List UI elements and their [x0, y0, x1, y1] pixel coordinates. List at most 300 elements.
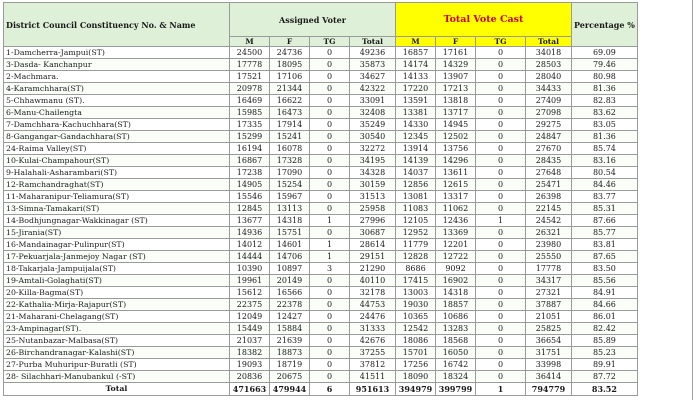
total-assigned-f-cell: 479944 [270, 383, 310, 396]
assigned-tg-cell: 0 [310, 179, 350, 191]
assigned-f-cell: 15751 [270, 227, 310, 239]
assigned-f-cell: 10897 [270, 263, 310, 275]
cast-total-cell: 23980 [526, 239, 572, 251]
assigned-total-cell: 44753 [350, 299, 396, 311]
total-cast-m-cell: 394979 [396, 383, 436, 396]
assigned-f-cell: 13113 [270, 203, 310, 215]
constituency-cell: 6-Manu-Chailengta [4, 107, 230, 119]
percentage-cell: 83.77 [572, 191, 638, 203]
table-row [4, 215, 638, 227]
assigned-tg-cell: 3 [310, 263, 350, 275]
constituency-cell: 2-Machmara. [4, 71, 230, 83]
cast-m-cell: 14133 [396, 71, 436, 83]
constituency-cell: 19-Amtali-Golaghati(ST) [4, 275, 230, 287]
assigned-total-cell: 25958 [350, 203, 396, 215]
cast-tg-cell: 0 [476, 119, 526, 131]
table-row [4, 131, 638, 143]
constituency-cell: 13-Simna-Tamakari(ST) [4, 203, 230, 215]
cast-f-cell: 18324 [436, 371, 476, 383]
assigned-tg-cell: 0 [310, 83, 350, 95]
cast-total-cell: 36654 [526, 335, 572, 347]
table-row [4, 335, 638, 347]
cast-total-cell: 28040 [526, 71, 572, 83]
assigned-total-cell: 21290 [350, 263, 396, 275]
constituency-cell: 4-Karamchhara(ST) [4, 83, 230, 95]
cast-total-cell: 34018 [526, 47, 572, 59]
table-row [4, 251, 638, 263]
percentage-cell: 80.98 [572, 71, 638, 83]
percentage-cell: 82.42 [572, 323, 638, 335]
assigned-m-cell: 15299 [230, 131, 270, 143]
cast-total-cell: 36414 [526, 371, 572, 383]
total-assigned-total-cell: 951613 [350, 383, 396, 396]
cast-m-cell: 12345 [396, 131, 436, 143]
cast-m-cell: 14139 [396, 155, 436, 167]
percentage-cell: 81.36 [572, 83, 638, 95]
table-row [4, 299, 638, 311]
total-vote-cast-header: Total Vote Cast [396, 3, 572, 37]
cast-m-cell: 14330 [396, 119, 436, 131]
table-row [4, 191, 638, 203]
cast-m-header: M [396, 37, 436, 47]
constituency-cell: 8-Gangangar-Gandachhara(ST) [4, 131, 230, 143]
voter-turnout-table [3, 2, 638, 396]
table-row [4, 47, 638, 59]
cast-m-cell: 17256 [396, 359, 436, 371]
percentage-cell: 85.31 [572, 203, 638, 215]
assigned-f-cell: 21639 [270, 335, 310, 347]
cast-total-cell: 17778 [526, 263, 572, 275]
constituency-cell: 21-Maharani-Chelagang(ST) [4, 311, 230, 323]
constituency-cell: 17-Pekuarjala-Janmejoy Nagar (ST) [4, 251, 230, 263]
assigned-total-cell: 32178 [350, 287, 396, 299]
assigned-tg-cell: 0 [310, 299, 350, 311]
assigned-total-cell: 41511 [350, 371, 396, 383]
assigned-m-cell: 17335 [230, 119, 270, 131]
assigned-total-cell: 30687 [350, 227, 396, 239]
assigned-f-cell: 17914 [270, 119, 310, 131]
cast-tg-cell: 0 [476, 131, 526, 143]
cast-total-cell: 31751 [526, 347, 572, 359]
constituency-cell: 18-Takarjala-Jampuijala(ST) [4, 263, 230, 275]
assigned-tg-cell: 0 [310, 107, 350, 119]
cast-f-cell: 12436 [436, 215, 476, 227]
assigned-tg-cell: 0 [310, 323, 350, 335]
assigned-m-cell: 17238 [230, 167, 270, 179]
assigned-f-cell: 16622 [270, 95, 310, 107]
table-row [4, 263, 638, 275]
assigned-f-cell: 17328 [270, 155, 310, 167]
percentage-cell: 85.74 [572, 143, 638, 155]
cast-total-cell: 27670 [526, 143, 572, 155]
assigned-m-cell: 19961 [230, 275, 270, 287]
assigned-total-cell: 37812 [350, 359, 396, 371]
cast-tg-cell: 0 [476, 263, 526, 275]
assigned-total-header: Total [350, 37, 396, 47]
cast-m-cell: 13003 [396, 287, 436, 299]
cast-total-cell: 22145 [526, 203, 572, 215]
percentage-cell: 84.91 [572, 287, 638, 299]
table-row [4, 323, 638, 335]
cast-m-cell: 18090 [396, 371, 436, 383]
assigned-m-cell: 19093 [230, 359, 270, 371]
cast-tg-cell: 0 [476, 47, 526, 59]
assigned-f-cell: 16078 [270, 143, 310, 155]
assigned-f-cell: 18095 [270, 59, 310, 71]
assigned-f-cell: 16566 [270, 287, 310, 299]
percentage-cell: 82.83 [572, 95, 638, 107]
cast-f-cell: 18568 [436, 335, 476, 347]
table-row [4, 95, 638, 107]
assigned-tg-cell: 0 [310, 335, 350, 347]
cast-f-cell: 18857 [436, 299, 476, 311]
page-edge-divider [692, 0, 693, 400]
table-row [4, 71, 638, 83]
assigned-total-cell: 34627 [350, 71, 396, 83]
cast-m-cell: 13914 [396, 143, 436, 155]
percentage-cell: 89.91 [572, 359, 638, 371]
cast-total-cell: 24542 [526, 215, 572, 227]
table-row [4, 371, 638, 383]
assigned-m-cell: 12049 [230, 311, 270, 323]
percentage-cell: 85.89 [572, 335, 638, 347]
table-row [4, 59, 638, 71]
percentage-cell: 83.16 [572, 155, 638, 167]
cast-tg-cell: 0 [476, 167, 526, 179]
cast-tg-cell: 0 [476, 371, 526, 383]
cast-f-cell: 13907 [436, 71, 476, 83]
total-cast-tg-cell: 1 [476, 383, 526, 396]
cast-tg-cell: 0 [476, 95, 526, 107]
assigned-f-cell: 16473 [270, 107, 310, 119]
cast-tg-cell: 0 [476, 59, 526, 71]
cast-f-cell: 17213 [436, 83, 476, 95]
cast-f-cell: 13369 [436, 227, 476, 239]
constituency-cell: 23-Ampinagar(ST). [4, 323, 230, 335]
cast-f-cell: 12201 [436, 239, 476, 251]
cast-m-cell: 14037 [396, 167, 436, 179]
cast-m-cell: 11779 [396, 239, 436, 251]
table-row [4, 287, 638, 299]
assigned-tg-cell: 0 [310, 71, 350, 83]
assigned-tg-cell: 0 [310, 275, 350, 287]
assigned-f-cell: 14601 [270, 239, 310, 251]
assigned-m-cell: 15449 [230, 323, 270, 335]
assigned-m-cell: 14012 [230, 239, 270, 251]
cast-m-cell: 16857 [396, 47, 436, 59]
cast-tg-cell: 0 [476, 143, 526, 155]
assigned-total-cell: 33091 [350, 95, 396, 107]
table-row [4, 275, 638, 287]
cast-m-cell: 13381 [396, 107, 436, 119]
constituency-cell: 14-Bodhjungnagar-Wakkinagar (ST) [4, 215, 230, 227]
cast-m-cell: 12952 [396, 227, 436, 239]
cast-tg-cell: 0 [476, 191, 526, 203]
assigned-m-cell: 18382 [230, 347, 270, 359]
assigned-tg-cell: 0 [310, 167, 350, 179]
constituency-cell: 9-Halahali-Asharambari(ST) [4, 167, 230, 179]
assigned-tg-cell: 0 [310, 119, 350, 131]
cast-f-cell: 16902 [436, 275, 476, 287]
assigned-f-cell: 15241 [270, 131, 310, 143]
assigned-tg-cell: 0 [310, 143, 350, 155]
assigned-total-cell: 31333 [350, 323, 396, 335]
total-assigned-tg-cell: 6 [310, 383, 350, 396]
total-row [4, 383, 638, 396]
constituency-cell: 1-Damcherra-Jampui(ST) [4, 47, 230, 59]
assigned-tg-cell: 0 [310, 59, 350, 71]
assigned-total-cell: 32272 [350, 143, 396, 155]
assigned-f-cell: 14706 [270, 251, 310, 263]
cast-f-header: F [436, 37, 476, 47]
assigned-tg-cell: 1 [310, 215, 350, 227]
assigned-m-cell: 15612 [230, 287, 270, 299]
constituency-cell: 3-Dasda- Kanchanpur [4, 59, 230, 71]
assigned-total-cell: 31513 [350, 191, 396, 203]
cast-f-cell: 16742 [436, 359, 476, 371]
assigned-tg-cell: 0 [310, 131, 350, 143]
cast-total-cell: 26321 [526, 227, 572, 239]
total-constituency-cell: Total [4, 383, 230, 396]
cast-m-cell: 12828 [396, 251, 436, 263]
cast-total-cell: 34433 [526, 83, 572, 95]
percentage-cell: 87.65 [572, 251, 638, 263]
cast-m-cell: 14174 [396, 59, 436, 71]
cast-f-cell: 12615 [436, 179, 476, 191]
table-row [4, 227, 638, 239]
cast-f-cell: 13756 [436, 143, 476, 155]
cast-m-cell: 12105 [396, 215, 436, 227]
assigned-tg-cell: 0 [310, 347, 350, 359]
cast-m-cell: 8686 [396, 263, 436, 275]
assigned-m-header: M [230, 37, 270, 47]
cast-tg-cell: 0 [476, 83, 526, 95]
constituency-cell: 12-Ramchandraghat(ST) [4, 179, 230, 191]
cast-tg-cell: 0 [476, 107, 526, 119]
assigned-tg-cell: 0 [310, 311, 350, 323]
assigned-f-cell: 15884 [270, 323, 310, 335]
assigned-f-cell: 15967 [270, 191, 310, 203]
total-assigned-m-cell: 471663 [230, 383, 270, 396]
assigned-tg-cell: 0 [310, 227, 350, 239]
percentage-cell: 84.46 [572, 179, 638, 191]
percentage-cell: 86.01 [572, 311, 638, 323]
assigned-m-cell: 13677 [230, 215, 270, 227]
cast-total-cell: 26398 [526, 191, 572, 203]
cast-total-cell: 25825 [526, 323, 572, 335]
assigned-total-cell: 49236 [350, 47, 396, 59]
table-row [4, 155, 638, 167]
assigned-f-cell: 17106 [270, 71, 310, 83]
cast-total-cell: 24847 [526, 131, 572, 143]
assigned-total-cell: 35249 [350, 119, 396, 131]
assigned-f-cell: 18873 [270, 347, 310, 359]
cast-f-cell: 13283 [436, 323, 476, 335]
assigned-tg-cell: 0 [310, 287, 350, 299]
cast-tg-cell: 0 [476, 287, 526, 299]
cast-f-cell: 12502 [436, 131, 476, 143]
assigned-f-cell: 18719 [270, 359, 310, 371]
cast-total-cell: 27321 [526, 287, 572, 299]
constituency-cell: 16-Mandainagar-Pulinpur(ST) [4, 239, 230, 251]
cast-total-cell: 27409 [526, 95, 572, 107]
assigned-total-cell: 34195 [350, 155, 396, 167]
percentage-cell: 85.23 [572, 347, 638, 359]
cast-total-cell: 21051 [526, 311, 572, 323]
assigned-total-cell: 42322 [350, 83, 396, 95]
cast-f-cell: 13717 [436, 107, 476, 119]
percentage-cell: 80.54 [572, 167, 638, 179]
assigned-m-cell: 10390 [230, 263, 270, 275]
assigned-total-cell: 24476 [350, 311, 396, 323]
assigned-total-cell: 29151 [350, 251, 396, 263]
cast-tg-cell: 0 [476, 239, 526, 251]
cast-total-cell: 33998 [526, 359, 572, 371]
cast-tg-cell: 0 [476, 275, 526, 287]
cast-m-cell: 12542 [396, 323, 436, 335]
cast-tg-cell: 0 [476, 71, 526, 83]
cast-total-cell: 27648 [526, 167, 572, 179]
cast-f-cell: 14329 [436, 59, 476, 71]
percentage-cell: 69.09 [572, 47, 638, 59]
assigned-tg-cell: 1 [310, 239, 350, 251]
assigned-f-header: F [270, 37, 310, 47]
assigned-tg-cell: 0 [310, 203, 350, 215]
cast-f-cell: 11062 [436, 203, 476, 215]
constituency-cell: 20-Killa-Bagma(ST) [4, 287, 230, 299]
cast-m-cell: 12856 [396, 179, 436, 191]
assigned-tg-cell: 0 [310, 47, 350, 59]
assigned-m-cell: 14936 [230, 227, 270, 239]
assigned-m-cell: 16469 [230, 95, 270, 107]
cast-tg-cell: 0 [476, 251, 526, 263]
assigned-m-cell: 14905 [230, 179, 270, 191]
assigned-m-cell: 20836 [230, 371, 270, 383]
assigned-f-cell: 17090 [270, 167, 310, 179]
cast-total-cell: 28503 [526, 59, 572, 71]
percentage-cell: 83.62 [572, 107, 638, 119]
table-row [4, 203, 638, 215]
cast-tg-cell: 0 [476, 179, 526, 191]
table-row [4, 359, 638, 371]
cast-f-cell: 12722 [436, 251, 476, 263]
cast-f-cell: 10686 [436, 311, 476, 323]
cast-total-cell: 37887 [526, 299, 572, 311]
cast-f-cell: 13818 [436, 95, 476, 107]
assigned-tg-cell: 0 [310, 359, 350, 371]
percentage-cell: 79.46 [572, 59, 638, 71]
constituency-cell: 25-Nutanbazar-Malbasa(ST) [4, 335, 230, 347]
cast-total-cell: 25471 [526, 179, 572, 191]
assigned-total-cell: 27996 [350, 215, 396, 227]
table-row [4, 239, 638, 251]
constituency-cell: 15-Jirania(ST) [4, 227, 230, 239]
table-row [4, 83, 638, 95]
constituency-cell: 28- Silachhari-Manubankul (-ST) [4, 371, 230, 383]
table-row [4, 311, 638, 323]
cast-total-cell: 34317 [526, 275, 572, 287]
assigned-m-cell: 14444 [230, 251, 270, 263]
cast-f-cell: 17161 [436, 47, 476, 59]
cast-tg-cell: 0 [476, 359, 526, 371]
assigned-total-cell: 34328 [350, 167, 396, 179]
assigned-tg-cell: 0 [310, 371, 350, 383]
cast-m-cell: 17220 [396, 83, 436, 95]
constituency-cell: 5-Chhawmanu (ST). [4, 95, 230, 107]
constituency-cell: 22-Kathalia-Mirja-Rajapur(ST) [4, 299, 230, 311]
assigned-total-cell: 30540 [350, 131, 396, 143]
percentage-cell: 83.50 [572, 263, 638, 275]
table-body [4, 47, 638, 396]
percentage-cell: 84.66 [572, 299, 638, 311]
cast-tg-cell: 0 [476, 299, 526, 311]
constituency-cell: 26-Birchandranagar-Kalashi(ST) [4, 347, 230, 359]
cast-tg-cell: 0 [476, 347, 526, 359]
total-cast-total-cell: 794779 [526, 383, 572, 396]
cast-f-cell: 16050 [436, 347, 476, 359]
assigned-tg-cell: 0 [310, 95, 350, 107]
cast-m-cell: 15701 [396, 347, 436, 359]
assigned-f-cell: 22378 [270, 299, 310, 311]
cast-total-cell: 29275 [526, 119, 572, 131]
percentage-cell: 85.77 [572, 227, 638, 239]
cast-f-cell: 14296 [436, 155, 476, 167]
table-row [4, 179, 638, 191]
assigned-total-cell: 42676 [350, 335, 396, 347]
cast-m-cell: 10365 [396, 311, 436, 323]
table-row [4, 347, 638, 359]
assigned-total-cell: 28614 [350, 239, 396, 251]
cast-m-cell: 11083 [396, 203, 436, 215]
constituency-cell: 7-Damchhara-Kachuchhara(ST) [4, 119, 230, 131]
table-row [4, 119, 638, 131]
assigned-f-cell: 20149 [270, 275, 310, 287]
cast-m-cell: 13591 [396, 95, 436, 107]
assigned-f-cell: 20675 [270, 371, 310, 383]
assigned-tg-cell: 0 [310, 155, 350, 167]
assigned-f-cell: 24736 [270, 47, 310, 59]
assigned-total-cell: 30159 [350, 179, 396, 191]
assigned-voter-header: Assigned Voter [230, 3, 396, 37]
assigned-f-cell: 15254 [270, 179, 310, 191]
percentage-cell: 87.72 [572, 371, 638, 383]
assigned-m-cell: 24500 [230, 47, 270, 59]
cast-tg-cell: 0 [476, 335, 526, 347]
assigned-m-cell: 22375 [230, 299, 270, 311]
assigned-total-cell: 32408 [350, 107, 396, 119]
assigned-m-cell: 15985 [230, 107, 270, 119]
cast-total-cell: 28435 [526, 155, 572, 167]
assigned-total-cell: 35873 [350, 59, 396, 71]
constituency-header: District Council Constituency No. & Name [4, 3, 230, 47]
total-cast-f-cell: 399799 [436, 383, 476, 396]
table-row [4, 143, 638, 155]
percentage-cell: 87.66 [572, 215, 638, 227]
cast-tg-cell: 1 [476, 215, 526, 227]
assigned-tg-cell: 0 [310, 191, 350, 203]
cast-tg-cell: 0 [476, 155, 526, 167]
cast-f-cell: 13611 [436, 167, 476, 179]
assigned-f-cell: 12427 [270, 311, 310, 323]
assigned-m-cell: 20978 [230, 83, 270, 95]
cast-f-cell: 14945 [436, 119, 476, 131]
percentage-header: Percentage % [572, 3, 638, 47]
table-row [4, 107, 638, 119]
header-row [4, 3, 638, 37]
cast-total-cell: 25550 [526, 251, 572, 263]
cast-f-cell: 9092 [436, 263, 476, 275]
cast-tg-header: TG [476, 37, 526, 47]
